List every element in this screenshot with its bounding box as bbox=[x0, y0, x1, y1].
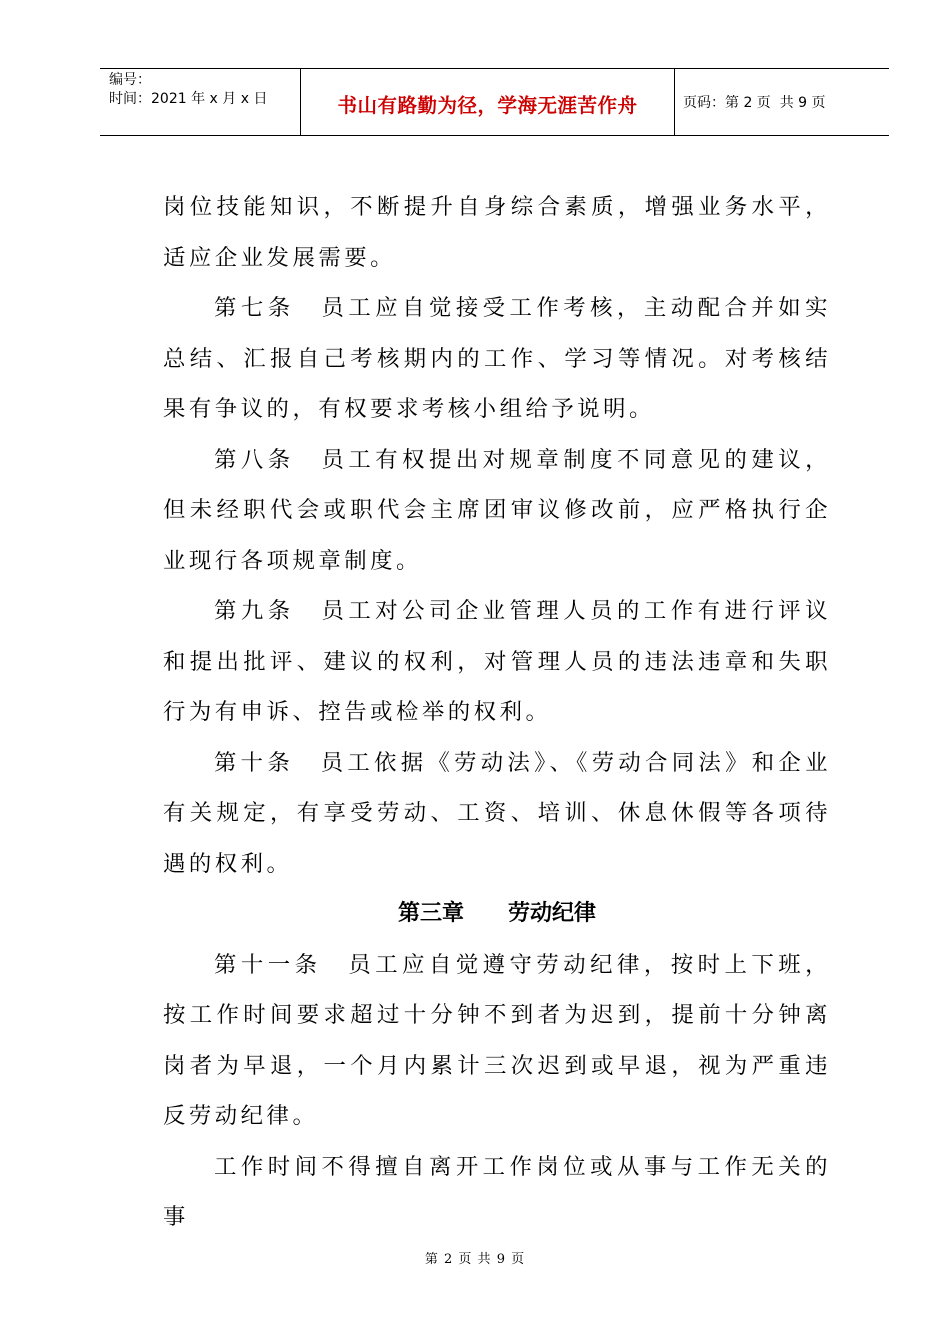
header-meta-cell bbox=[100, 69, 301, 135]
article-9: 第九条 员工对公司企业管理人员的工作有进行评议和提出批评、建议的权利，对管理人员的违法违章和失职行为有申诉、控告或检举的权利。 bbox=[163, 598, 831, 725]
page-header bbox=[100, 68, 889, 136]
document-date-label: 时间：2021 年 x 月 x 日 bbox=[109, 91, 268, 107]
document-body bbox=[163, 182, 831, 1243]
article-10: 第十条 员工依据《劳动法》、《劳动合同法》和企业有关规定，有享受劳动、工资、培训、休息休假等各项待遇的权利。 bbox=[163, 749, 831, 877]
header-motto-cell bbox=[301, 69, 675, 135]
paragraph: 工作时间不得擅自离开工作岗位或从事与工作无关的事 bbox=[163, 1153, 831, 1230]
article-8: 第八条 员工有权提出对规章制度不同意见的建议，但未经职代会或职代会主席团审议修改前，应严格执行企业现行各项规章制度。 bbox=[163, 446, 831, 574]
header-page-info: 页码：第 2 页 共 9 页 bbox=[683, 95, 826, 111]
page-footer: 第 2 页 共 9 页 bbox=[424, 1252, 526, 1267]
header-motto: 书山有路勤为径，学海无涯苦作舟 bbox=[337, 94, 638, 117]
document-number-label: 编号： bbox=[109, 72, 151, 88]
header-page-cell bbox=[675, 69, 889, 135]
paragraph: 岗位技能知识，不断提升自身综合素质，增强业务水平，适应企业发展需要。 bbox=[163, 194, 831, 271]
article-7: 第七条 员工应自觉接受工作考核，主动配合并如实总结、汇报自己考核期内的工作、学习等情况。对考核结果有争议的，有权要求考核小组给予说明。 bbox=[163, 295, 831, 422]
article-11: 第十一条 员工应自觉遵守劳动纪律，按时上下班，按工作时间要求超过十分钟不到者为迟到，提前十分钟离岗者为早退，一个月内累计三次迟到或早退，视为严重违反劳动纪律。 bbox=[163, 951, 831, 1129]
chapter-heading: 第三章 劳动纪律 bbox=[397, 901, 596, 926]
